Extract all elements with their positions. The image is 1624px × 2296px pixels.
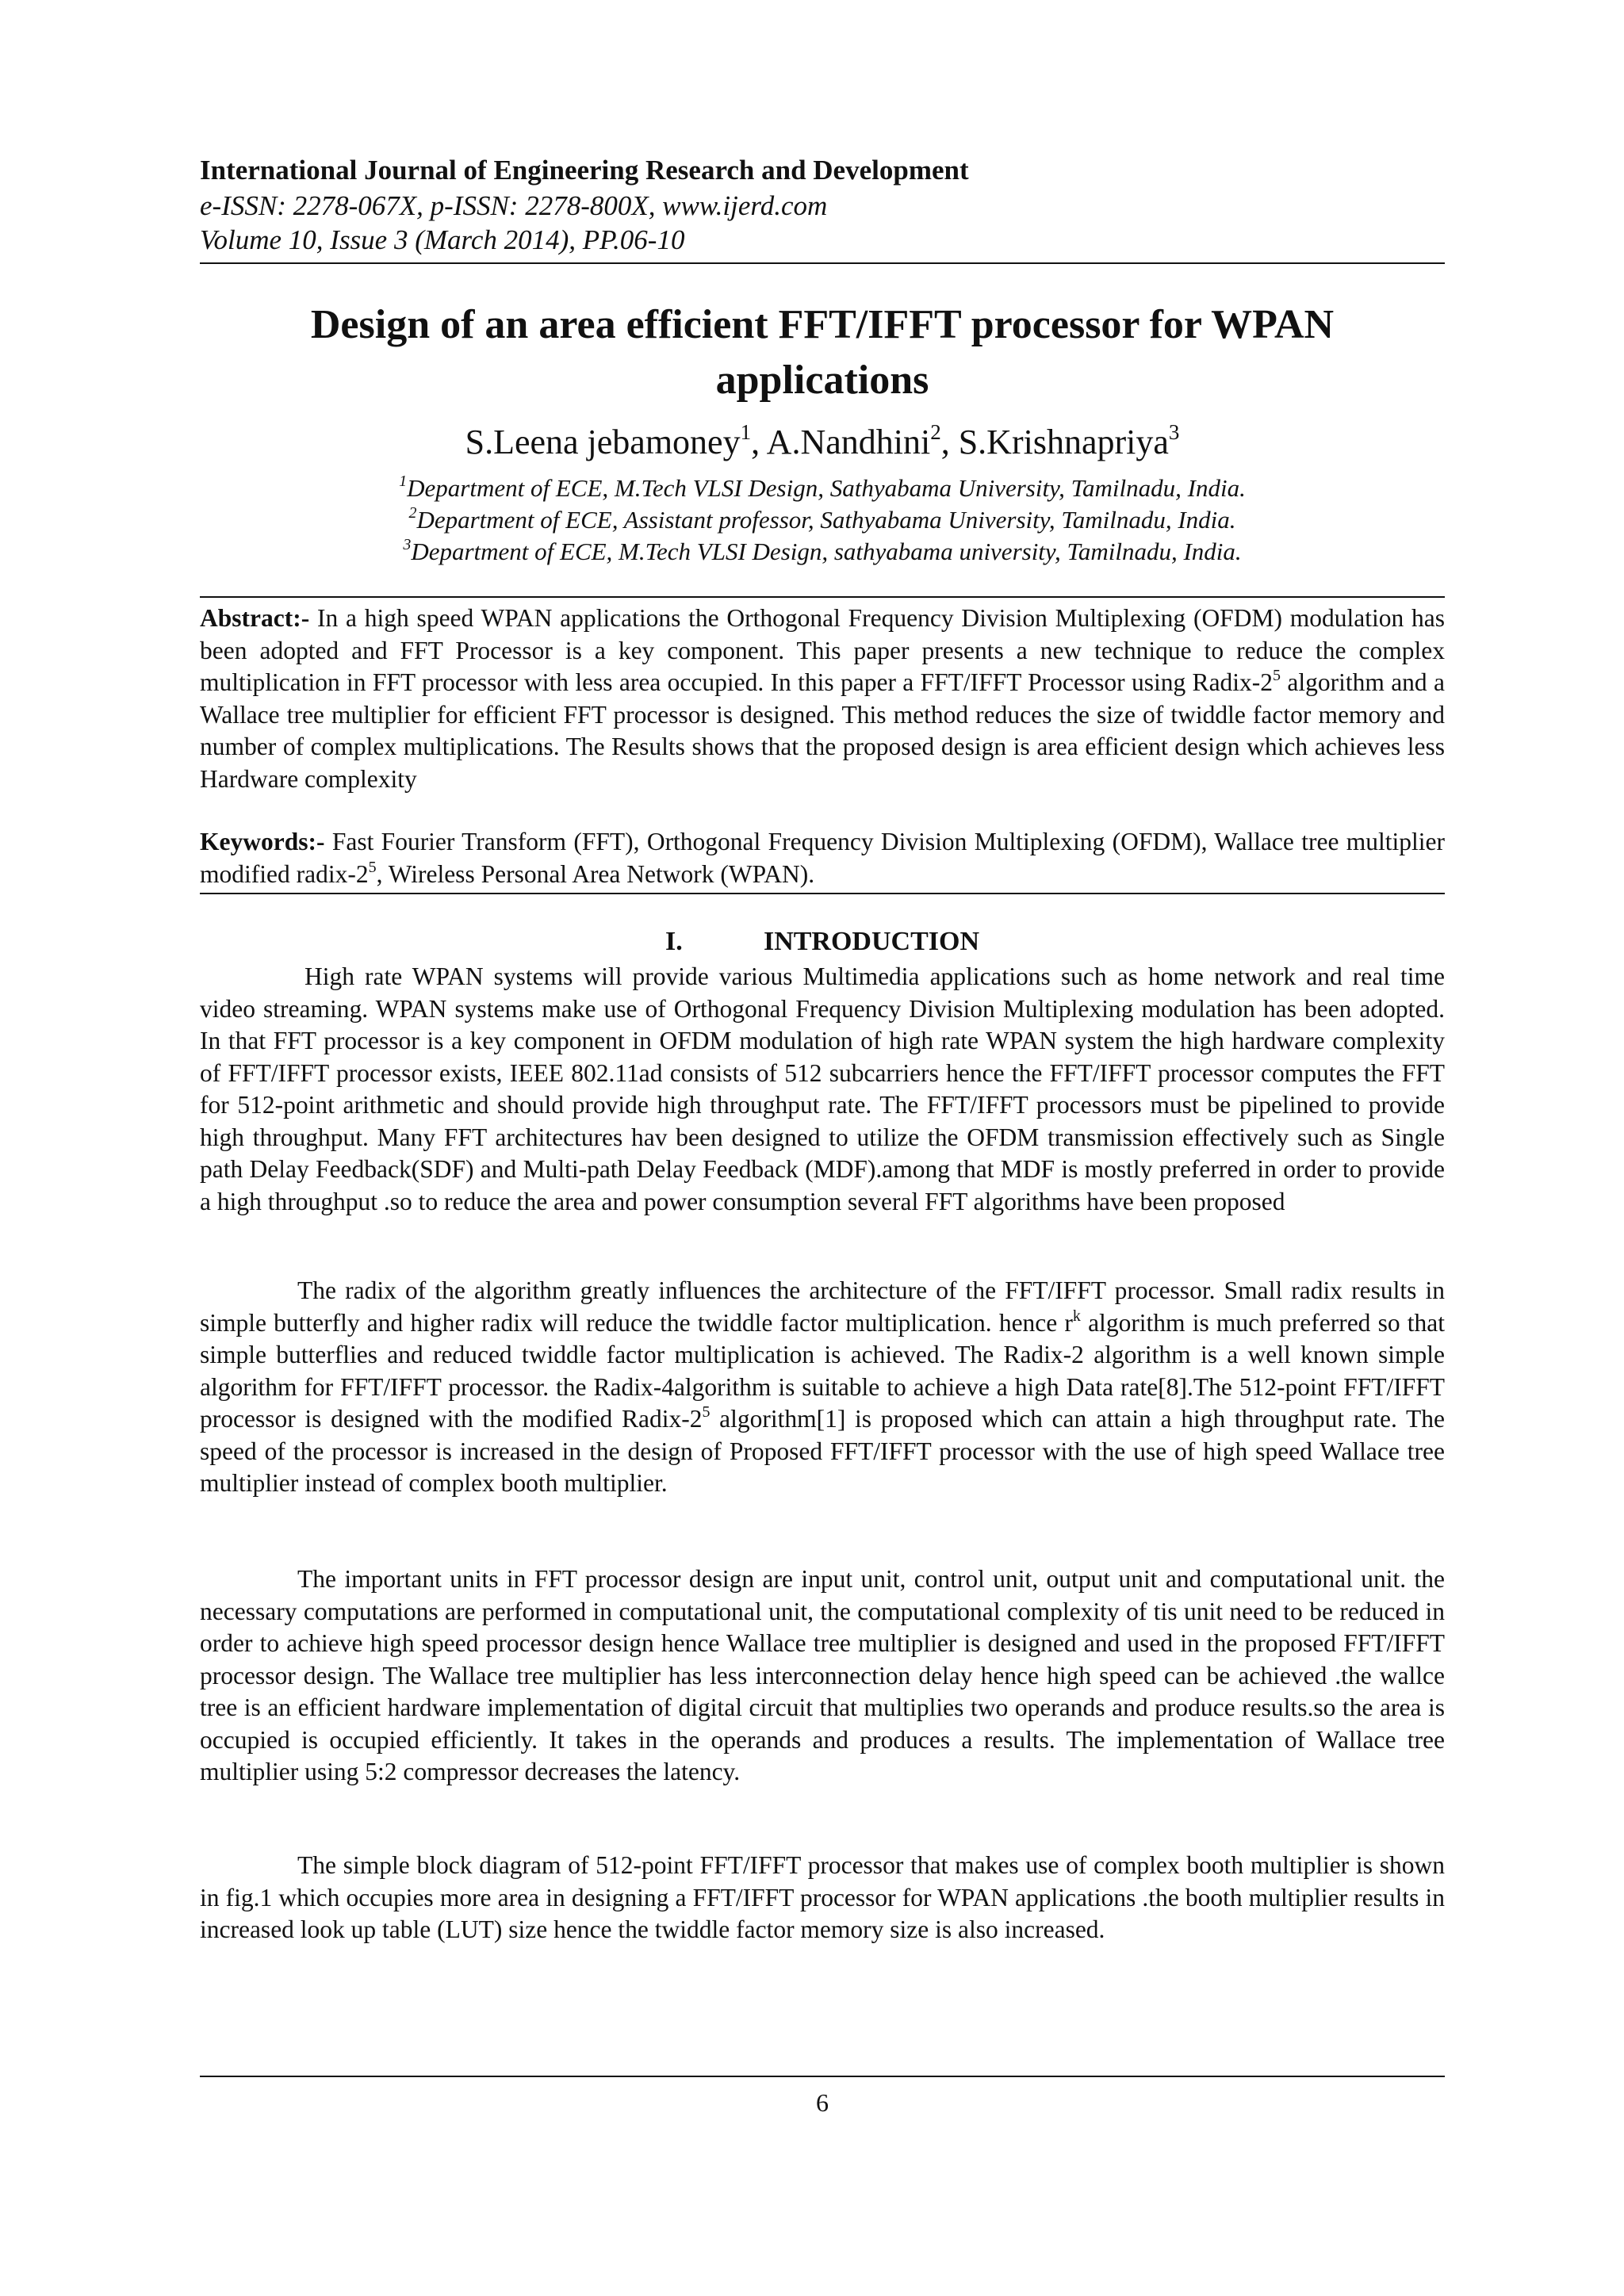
abstract: [200, 603, 1445, 795]
keywords-superscript: 5: [368, 858, 377, 876]
affiliation-text: Department of ECE, M.Tech VLSI Design, sathyabama university, Tamilnadu, India.: [411, 538, 1242, 565]
abstract-label: Abstract:-: [200, 604, 310, 632]
header-rule: [200, 262, 1445, 264]
paragraph-2-text-continued: algorithm is much preferred so that simple butterflies and reduced twiddle factor multiplication is achieved. The Radix-2 algorithm is a well known simple algorithm for FFT/IFFT processor. the Radix-4algorithm is suitable to achieve a high Data rate[8].The 512-point FFT/IFFT processor is designed with the modified Radix-2: [200, 1308, 1445, 1433]
author-list: [200, 419, 1445, 466]
author-name: S.Leena jebamoney: [465, 423, 741, 461]
author-affiliation-mark: 1: [740, 420, 752, 444]
body-paragraph-4: The simple block diagram of 512-point FFT/IFFT processor that makes use of complex booth multiplier is shown in fig.1 which occupies more area in designing a FFT/IFFT processor for WPAN applications .the booth multiplier results in increased look up table (LUT) size hence the twiddle factor memory size is also increased.: [200, 1851, 1445, 1943]
affiliation-text: Department of ECE, Assistant professor, Sathyabama University, Tamilnadu, India.: [416, 506, 1236, 534]
affiliation-line: [200, 504, 1445, 536]
keywords-text: Fast Fourier Transform (FFT), Orthogonal Frequency Division Multiplexing (OFDM), Wallace tree multiplier modified radix-2: [200, 828, 1445, 888]
section-number: I.: [665, 927, 683, 956]
paragraph-2-text: The radix of the algorithm greatly influences the architecture of the FFT/IFFT processor. Small radix results in simple butterfly and higher radix will reduce the twiddle factor multiplication. hence r: [200, 1276, 1445, 1337]
paragraph-2-superscript: 5: [702, 1403, 710, 1421]
abstract-superscript: 5: [1273, 667, 1281, 684]
body-paragraph-2: [200, 1275, 1445, 1500]
journal-name: International Journal of Engineering Research and Development: [200, 155, 969, 186]
journal-issn: e-ISSN: 2278-067X, p-ISSN: 2278-800X, www.ijerd.com: [200, 190, 828, 221]
affiliation-line: [200, 473, 1445, 504]
paper-title: [200, 297, 1445, 408]
author-name: S.Krishnapriya: [958, 423, 1169, 461]
footer-rule: [200, 2076, 1445, 2077]
author-affiliation-mark: 2: [930, 420, 941, 444]
affiliation-mark: 1: [399, 473, 408, 490]
section-title: INTRODUCTION: [763, 927, 980, 956]
keywords-label: Keywords:-: [200, 828, 325, 855]
journal-volume: Volume 10, Issue 3 (March 2014), PP.06-10: [200, 224, 685, 255]
abstract-text-continued: algorithm and a Wallace tree multiplier for efficient FFT processor is designed. This method reduces the size of twiddle factor memory and number of complex multiplications. The Results shows that the proposed design is area efficient design which achieves less Hardware complexity: [200, 668, 1445, 793]
paragraph-2-text-end: algorithm[1] is proposed which can attain a high throughput rate. The speed of the processor is increased in the design of Proposed FFT/IFFT processor with the use of high speed Wallace tree multiplier instead of complex booth multiplier.: [200, 1405, 1445, 1497]
section-heading: [200, 924, 1445, 959]
affiliation-list: [200, 473, 1445, 568]
keywords-text-continued: , Wireless Personal Area Network (WPAN).: [376, 859, 815, 888]
abstract-top-rule: [200, 596, 1445, 598]
body-paragraph-1: High rate WPAN systems will provide various Multimedia applications such as home network and real time video streaming. WPAN systems make use of Orthogonal Frequency Division Multiplexing modulation has been adopted. In that FFT processor is a key component in OFDM modulation of high rate WPAN system the high hardware complexity of FFT/IFFT processor exists, IEEE 802.11ad consists of 512 subcarriers hence the FFT/IFFT processor computes the FFT for 512-point arithmetic and should provide high throughput rate. The FFT/IFFT processors must be pipelined to provide high throughput. Many FFT architectures hav been designed to utilize the OFDM transmission effectively such as Single path Delay Feedback(SDF) and Multi-path Delay Feedback (MDF).among that MDF is mostly preferred in order to provide a high throughput .so to reduce the area and power consumption several FFT algorithms have been proposed: [200, 962, 1445, 1215]
author-affiliation-mark: 3: [1168, 420, 1180, 444]
page-number: 6: [816, 2088, 829, 2117]
author-separator: ,: [751, 423, 767, 461]
affiliation-text: Department of ECE, M.Tech VLSI Design, Sathyabama University, Tamilnadu, India.: [407, 474, 1246, 502]
paragraph-2-superscript: k: [1072, 1307, 1081, 1325]
keywords: [200, 826, 1445, 890]
affiliation-mark: 3: [403, 536, 412, 553]
keywords-bottom-rule: [200, 893, 1445, 894]
paper-title-line-2: applications: [715, 358, 929, 403]
journal-header: [200, 152, 1445, 257]
author-separator: ,: [940, 423, 959, 461]
author-name: A.Nandhini: [766, 423, 931, 461]
abstract-text: In a high speed WPAN applications the Orthogonal Frequency Division Multiplexing (OFDM) modulation has been adopted and FFT Processor is a key component. This paper presents a new technique to reduce the complex multiplication in FFT processor with less area occupied. In this paper a FFT/IFFT Processor using Radix-2: [200, 604, 1445, 696]
affiliation-line: [200, 536, 1445, 568]
affiliation-mark: 2: [408, 504, 417, 522]
body-paragraph-3: The important units in FFT processor design are input unit, control unit, output unit and computational unit. the necessary computations are performed in computational unit, the computational complexity of tis unit need to be reduced in order to achieve high speed processor design hence Wallace tree multiplier is designed and used in the proposed FFT/IFFT processor design. The Wallace tree multiplier has less interconnection delay hence high speed can be achieved .the wallce tree is an efficient hardware implementation of digital circuit that multiplies two operands and produce results.so the area is occupied is occupied efficiently. It takes in the operands and produces a results. The implementation of Wallace tree multiplier using 5:2 compressor decreases the latency.: [200, 1565, 1445, 1785]
paper-title-line-1: Design of an area efficient FFT/IFFT processor for WPAN: [310, 302, 1335, 347]
